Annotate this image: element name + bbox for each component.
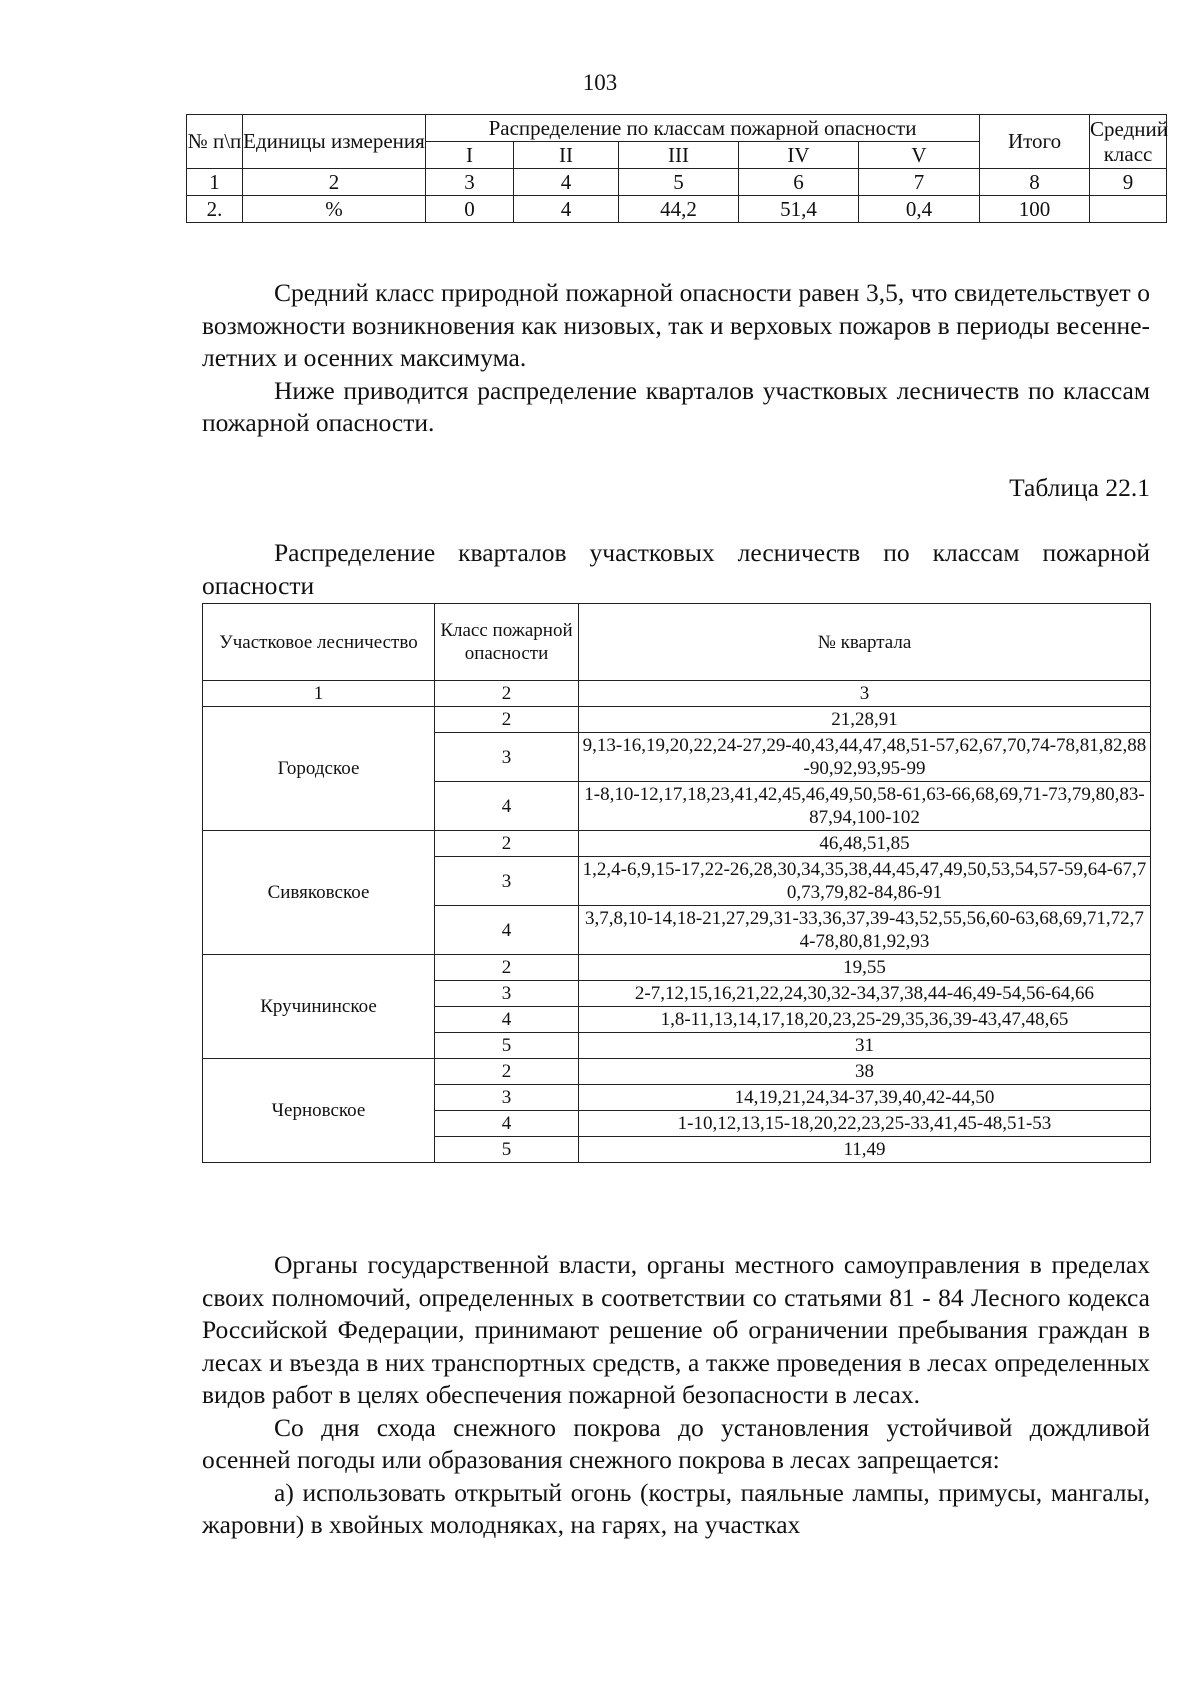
- quarter-list: 11,49: [579, 1137, 1151, 1163]
- table-cell: 0: [426, 196, 514, 223]
- table-cell: 6: [739, 169, 859, 196]
- forestry-name: Сивяковское: [203, 831, 435, 955]
- fire-class: 4: [435, 906, 579, 955]
- header-distribution: Распределение по классам пожарной опасности: [426, 115, 980, 142]
- fire-class: 4: [435, 1007, 579, 1033]
- body-text-top: [202, 277, 1150, 440]
- quarter-list: 21,28,91: [579, 707, 1151, 733]
- quarter-list: 1,2,4-6,9,15-17,22-26,28,30,34,35,38,44,45,47,49,50,53,54,57-59,64-67,70,73,79,82-84,86-91: [579, 857, 1151, 906]
- table-cell: 9: [1090, 169, 1167, 196]
- fire-class: 2: [435, 707, 579, 733]
- table-row: [187, 169, 1167, 196]
- header-forestry: Участковое лесничество: [203, 604, 435, 681]
- table-cell: 7: [859, 169, 980, 196]
- forestry-name: Черновское: [203, 1059, 435, 1163]
- table-label: Таблица 22.1: [1009, 473, 1150, 502]
- header-class-i: I: [426, 142, 514, 169]
- table-cell: 2: [243, 169, 426, 196]
- table-row: [203, 955, 1151, 981]
- quarter-list: 46,48,51,85: [579, 831, 1151, 857]
- fire-class: 5: [435, 1137, 579, 1163]
- header-class-v: V: [859, 142, 980, 169]
- paragraph: а) использовать открытый огонь (костры, паяльные лампы, примусы, мангалы, жаровни) в хвойных молодняках, на гарях, на участках: [202, 1477, 1150, 1539]
- paragraph: Органы государственной власти, органы местного самоуправления в пределах своих полномочий, определенных в соответствии со статьями 81 - 84 Лесного кодекса Российской Федерации, принимают решение об ограничении пребывания граждан в лесах и въезда в них транспортных средств, а также проведения в лесах определенных видов работ в целях обеспечения пожарной безопасности в лесах.: [202, 1250, 1150, 1409]
- table-cell: 5: [619, 169, 739, 196]
- quarter-list: 2-7,12,15,16,21,22,24,30,32-34,37,38,44-46,49-54,56-64,66: [579, 981, 1151, 1007]
- quarters-table: [202, 603, 1151, 1163]
- header-quarters: № квартала: [579, 604, 1151, 681]
- quarter-list: 14,19,21,24,34-37,39,40,42-44,50: [579, 1085, 1151, 1111]
- quarter-list: 9,13-16,19,20,22,24-27,29-40,43,44,47,48,51-57,62,67,70,74-78,81,82,88-90,92,93,95-99: [579, 733, 1151, 782]
- table-title: [202, 537, 1150, 602]
- table-cell: 51,4: [739, 196, 859, 223]
- fire-class: 3: [435, 981, 579, 1007]
- column-number: 1: [203, 681, 435, 707]
- quarter-list: 1-8,10-12,17,18,23,41,42,45,46,49,50,58-61,63-66,68,69,71-73,79,80,83-87,94,100-102: [579, 782, 1151, 831]
- fire-class: 4: [435, 782, 579, 831]
- paragraph: Со дня схода снежного покрова до установления устойчивой дождливой осенней погоды или образования снежного покрова в лесах запрещается:: [202, 1412, 1150, 1474]
- header-number: № п\п: [187, 115, 243, 169]
- header-average-class: Средний класс: [1090, 115, 1167, 169]
- body-text-bottom: [202, 1249, 1150, 1542]
- forestry-name: Городское: [203, 707, 435, 831]
- table-cell: 1: [187, 169, 243, 196]
- table-cell: 2.: [187, 196, 243, 223]
- quarter-list: 31: [579, 1033, 1151, 1059]
- table-cell: [1090, 196, 1167, 223]
- fire-class: 4: [435, 1111, 579, 1137]
- column-number: 3: [579, 681, 1151, 707]
- header-class-iv: IV: [739, 142, 859, 169]
- quarter-list: 38: [579, 1059, 1151, 1085]
- fire-class: 2: [435, 955, 579, 981]
- fire-class: 2: [435, 831, 579, 857]
- quarter-list: 3,7,8,10-14,18-21,27,29,31-33,36,37,39-43,52,55,56,60-63,68,69,71,72,74-78,80,81,92,93: [579, 906, 1151, 955]
- header-class: Класс пожарной опасности: [435, 604, 579, 681]
- fire-class: 5: [435, 1033, 579, 1059]
- quarter-list: 1-10,12,13,15-18,20,22,23,25-33,41,45-48,51-53: [579, 1111, 1151, 1137]
- header-total: Итого: [980, 115, 1090, 169]
- table-title-text: Распределение кварталов участковых лесничеств по классам пожарной опасности: [202, 538, 1150, 600]
- table-cell: 8: [980, 169, 1090, 196]
- header-class-iii: III: [619, 142, 739, 169]
- quarter-list: 19,55: [579, 955, 1151, 981]
- table-cell: 44,2: [619, 196, 739, 223]
- header-units: Единицы измерения: [243, 115, 426, 169]
- table-row: [203, 707, 1151, 733]
- fire-class: 2: [435, 1059, 579, 1085]
- table-cell: 4: [514, 169, 619, 196]
- paragraph: Ниже приводится распределение кварталов участковых лесничеств по классам пожарной опасности.: [202, 375, 1150, 437]
- table-cell: %: [243, 196, 426, 223]
- table-cell: 100: [980, 196, 1090, 223]
- column-number: 2: [435, 681, 579, 707]
- forestry-name: Кручининское: [203, 955, 435, 1059]
- header-class-ii: II: [514, 142, 619, 169]
- fire-class: 3: [435, 1085, 579, 1111]
- table-cell: 4: [514, 196, 619, 223]
- paragraph: Средний класс природной пожарной опасности равен 3,5, что свидетельствует о возможности возникновения как низовых, так и верховых пожаров в периоды весенне-летних и осенних максимума.: [202, 278, 1150, 372]
- table-row: [187, 196, 1167, 223]
- fire-class: 3: [435, 733, 579, 782]
- table-row: [203, 1059, 1151, 1085]
- fire-class: 3: [435, 857, 579, 906]
- fire-class-summary-table: [186, 114, 1167, 223]
- table-cell: 0,4: [859, 196, 980, 223]
- page-number: 103: [582, 70, 618, 95]
- table-row: [203, 831, 1151, 857]
- table-cell: 3: [426, 169, 514, 196]
- quarter-list: 1,8-11,13,14,17,18,20,23,25-29,35,36,39-43,47,48,65: [579, 1007, 1151, 1033]
